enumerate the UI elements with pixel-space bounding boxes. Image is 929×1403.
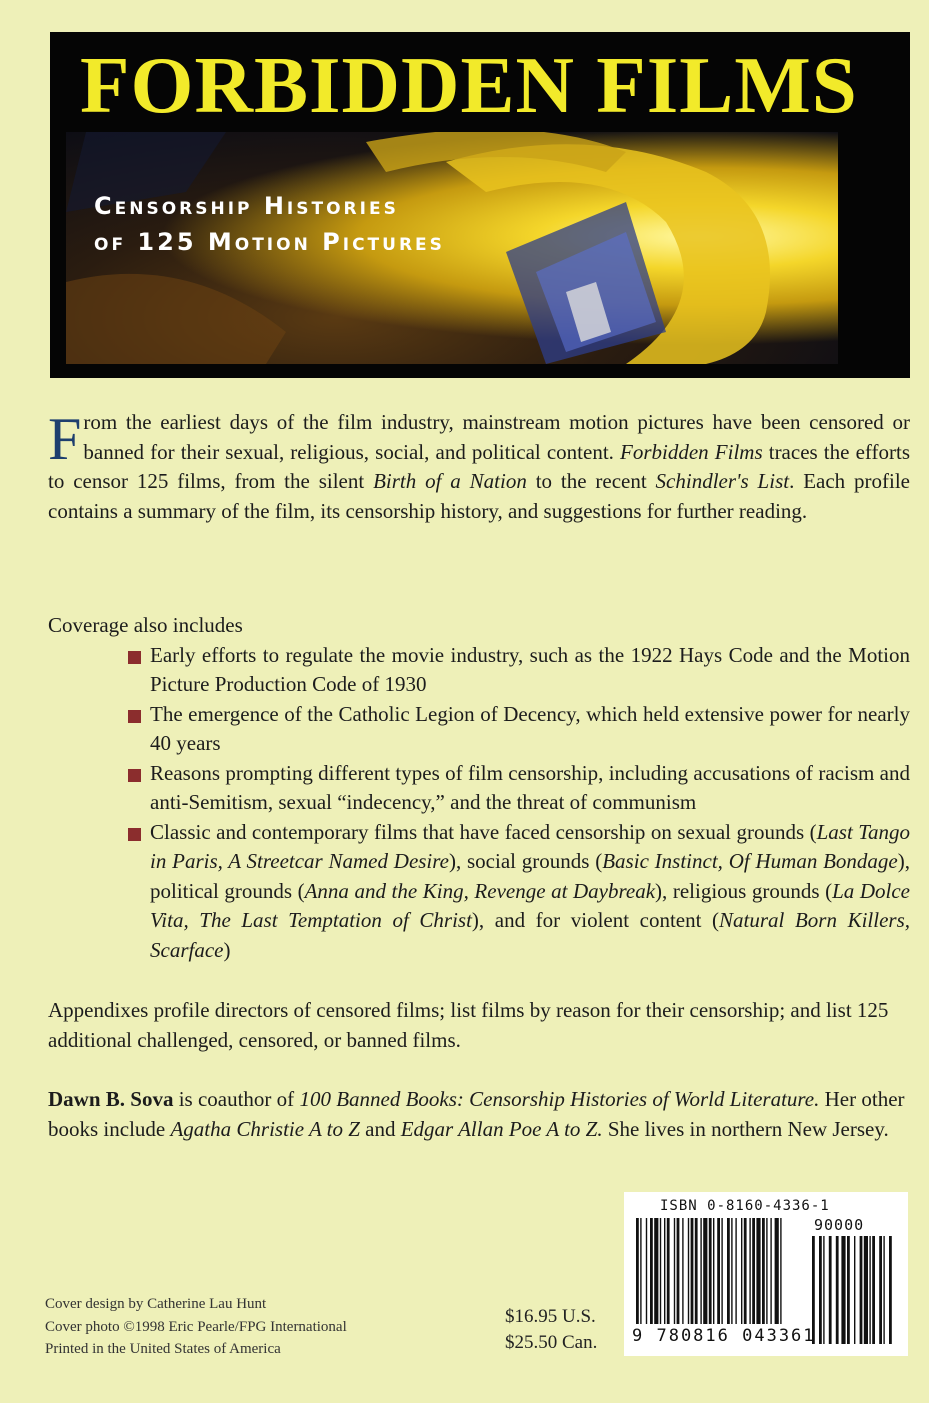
- subtitle-line-1: Censorship Histories: [94, 192, 399, 220]
- subtitle-line-2: of 125 Motion Pictures: [94, 228, 445, 256]
- bullet-text: Classic and contemporary films that have faced censorship on sexual grounds (: [150, 819, 817, 844]
- intro-paragraph: [48, 408, 910, 526]
- coverage-section: [48, 611, 910, 965]
- author-text: and: [359, 1116, 401, 1141]
- bullet-text: ), and for violent content (: [471, 908, 720, 932]
- film-titles-social: Basic Instinct, Of Human Bondage: [602, 849, 898, 873]
- bullet-text: Reasons prompting different types of film censorship, including accusations of racism and anti-Semitism, sexual “indecency,” and the threat of communism: [150, 760, 910, 814]
- bullet-text: ), political grounds (: [150, 849, 910, 903]
- intro-text-4: . Each profile contains a summary of the film, its censorship history, and suggestions for further reading.: [48, 469, 910, 523]
- intro-text-3: to the recent: [526, 469, 656, 493]
- bullet-square-icon: [128, 828, 141, 841]
- coverage-list: [48, 641, 910, 966]
- list-item: [150, 818, 910, 966]
- bullet-text: Early efforts to regulate the movie industry, such as the 1922 Hays Code and the Motion Picture Production Code of 1930: [150, 642, 910, 696]
- film-titles-political: Anna and the King, Revenge at Daybreak: [304, 878, 656, 903]
- list-item: [150, 759, 910, 818]
- intro-title-schindlers-list: Schindler's List: [655, 469, 790, 493]
- price-block: [505, 1304, 620, 1356]
- barcode: [624, 1192, 908, 1356]
- cover-credits: [45, 1293, 485, 1361]
- bullet-text: The emergence of the Catholic Legion of Decency, which held extensive power for nearly 40 years: [150, 701, 910, 755]
- intro-text-1: rom the earliest days of the film industry, mainstream motion pictures have been censored or banned for their sexual, religious, social, and political content.: [83, 410, 910, 464]
- author-book-title: Edgar Allan Poe A to Z.: [400, 1116, 603, 1141]
- list-item: [150, 641, 910, 700]
- author-text: is coauthor of: [173, 1087, 300, 1111]
- credit-design: Cover design by Catherine Lau Hunt: [45, 1296, 267, 1312]
- bullet-square-icon: [128, 769, 141, 782]
- list-item: [150, 700, 910, 759]
- ean-number: 9 780816 043361: [632, 1326, 816, 1346]
- credit-printed: Printed in the United States of America: [45, 1341, 281, 1357]
- author-book-title: 100 Banned Books: Censorship Histories of World Literature.: [299, 1087, 820, 1111]
- bullet-text: ), religious grounds (: [655, 878, 833, 903]
- barcode-addon-number: 90000: [814, 1216, 865, 1234]
- author-book-title: Agatha Christie A to Z: [170, 1116, 360, 1141]
- coverage-heading: Coverage also includes: [48, 613, 243, 637]
- drop-cap: F: [48, 406, 82, 472]
- cover-header: [50, 32, 910, 378]
- author-text: She lives in northern New Jersey.: [602, 1116, 889, 1141]
- book-title: FORBIDDEN FILMS: [80, 40, 858, 130]
- author-name: Dawn B. Sova: [48, 1087, 174, 1111]
- isbn-number: ISBN 0-8160-4336-1: [660, 1198, 830, 1214]
- intro-text-2: traces the efforts to censor 125 films, from the silent: [48, 439, 910, 493]
- bullet-text: ): [223, 937, 231, 962]
- price-us: $16.95 U.S.: [505, 1306, 596, 1327]
- cover-photo-film-reel: [66, 132, 838, 364]
- film-titles-sexual: Last Tango in Paris, A Streetcar Named Desire: [150, 819, 910, 873]
- appendixes-paragraph: Appendixes profile directors of censored films; list films by reason for their censorship; and list 125 additional challenged, censored, or banned films.: [48, 998, 889, 1052]
- film-titles-violent: Natural Born Killers, Scarface: [150, 908, 910, 962]
- book-subtitle: [94, 188, 445, 260]
- intro-title-birth-of-a-nation: Birth of a Nation: [373, 469, 527, 493]
- author-bio: [48, 1085, 910, 1144]
- price-canada: $25.50 Can.: [505, 1332, 598, 1353]
- bullet-square-icon: [128, 710, 141, 723]
- intro-title-forbidden-films: Forbidden Films: [620, 439, 763, 464]
- bullet-square-icon: [128, 651, 141, 664]
- author-text: Her other books include: [48, 1087, 905, 1141]
- film-titles-religious: La Dolce Vita, The Last Temptation of Christ: [150, 878, 910, 932]
- credit-photo: Cover photo ©1998 Eric Pearle/FPG International: [45, 1318, 347, 1335]
- bullet-text: ), social grounds (: [448, 849, 603, 873]
